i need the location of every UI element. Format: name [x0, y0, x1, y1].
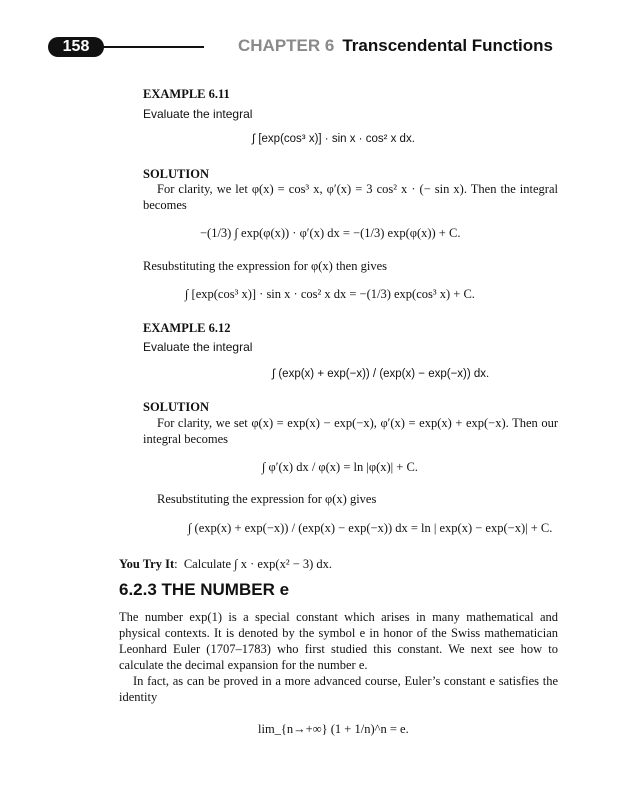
section-paragraph-2: In fact, as can be proved in a more advanced course, Euler’s constant e satisfies the identity — [119, 674, 558, 704]
chapter-label: CHAPTER 6 — [238, 36, 335, 55]
example-612-heading: EXAMPLE 6.12 — [143, 321, 231, 335]
example-611-integral: ∫ [exp(cos³ x)] · sin x · cos² x dx. — [252, 133, 415, 145]
you-try-it-text: Calculate ∫ x · exp(x² − 3) dx. — [183, 557, 333, 571]
example-611-solution-heading: SOLUTION — [143, 167, 209, 181]
example-612-solution-heading: SOLUTION — [143, 400, 209, 414]
section-heading: 6.2.3 THE NUMBER e — [119, 580, 290, 599]
you-try-it-colon: : — [174, 557, 184, 571]
example-612-equation-2: ∫ (exp(x) + exp(−x)) / (exp(x) − exp(−x)) dx = ln | exp(x) − exp(−x)| + C. — [188, 521, 553, 535]
example-612-solution-text: For clarity, we set φ(x) = exp(x) − exp(−x), φ′(x) = exp(x) + exp(−x). Then our integral becomes — [143, 416, 558, 446]
chapter-header — [238, 36, 553, 56]
example-611-solution-text: For clarity, we let φ(x) = cos³ x, φ′(x) = 3 cos² x · (− sin x). Then the integral becomes — [143, 182, 558, 212]
example-611-instruction: Evaluate the integral — [143, 107, 253, 121]
you-try-it — [119, 556, 332, 572]
example-611-equation-1: −(1/3) ∫ exp(φ(x)) · φ′(x) dx = −(1/3) exp(φ(x)) + C. — [200, 226, 461, 240]
limit-equation: lim_{n→+∞} (1 + 1/n)^n = e. — [258, 722, 409, 736]
example-612-instruction: Evaluate the integral — [143, 340, 253, 354]
example-612-integral: ∫ (exp(x) + exp(−x)) / (exp(x) − exp(−x)) dx. — [272, 368, 490, 380]
header-rule — [100, 46, 204, 48]
example-611-equation-2: ∫ [exp(cos³ x)] · sin x · cos² x dx = −(1/3) exp(cos³ x) + C. — [185, 287, 475, 301]
page-number: 158 — [48, 37, 104, 57]
you-try-it-label: You Try It — [119, 557, 175, 571]
chapter-title: Transcendental Functions — [342, 36, 554, 55]
example-612-equation-1: ∫ φ′(x) dx / φ(x) = ln |φ(x)| + C. — [262, 460, 418, 474]
section-paragraph-1: The number exp(1) is a special constant which arises in many mathematical and physical contexts. It is denoted by the symbol e in honor of the Swiss mathematician Leonhard Euler (1707–1783) who first studied this constant. We next see how to calculate the decimal expansion for the number e. — [119, 610, 558, 672]
example-611-resub-text: Resubstituting the expression for φ(x) then gives — [143, 259, 387, 273]
example-612-resub-text: Resubstituting the expression for φ(x) gives — [157, 492, 377, 506]
example-611-heading: EXAMPLE 6.11 — [143, 87, 230, 101]
